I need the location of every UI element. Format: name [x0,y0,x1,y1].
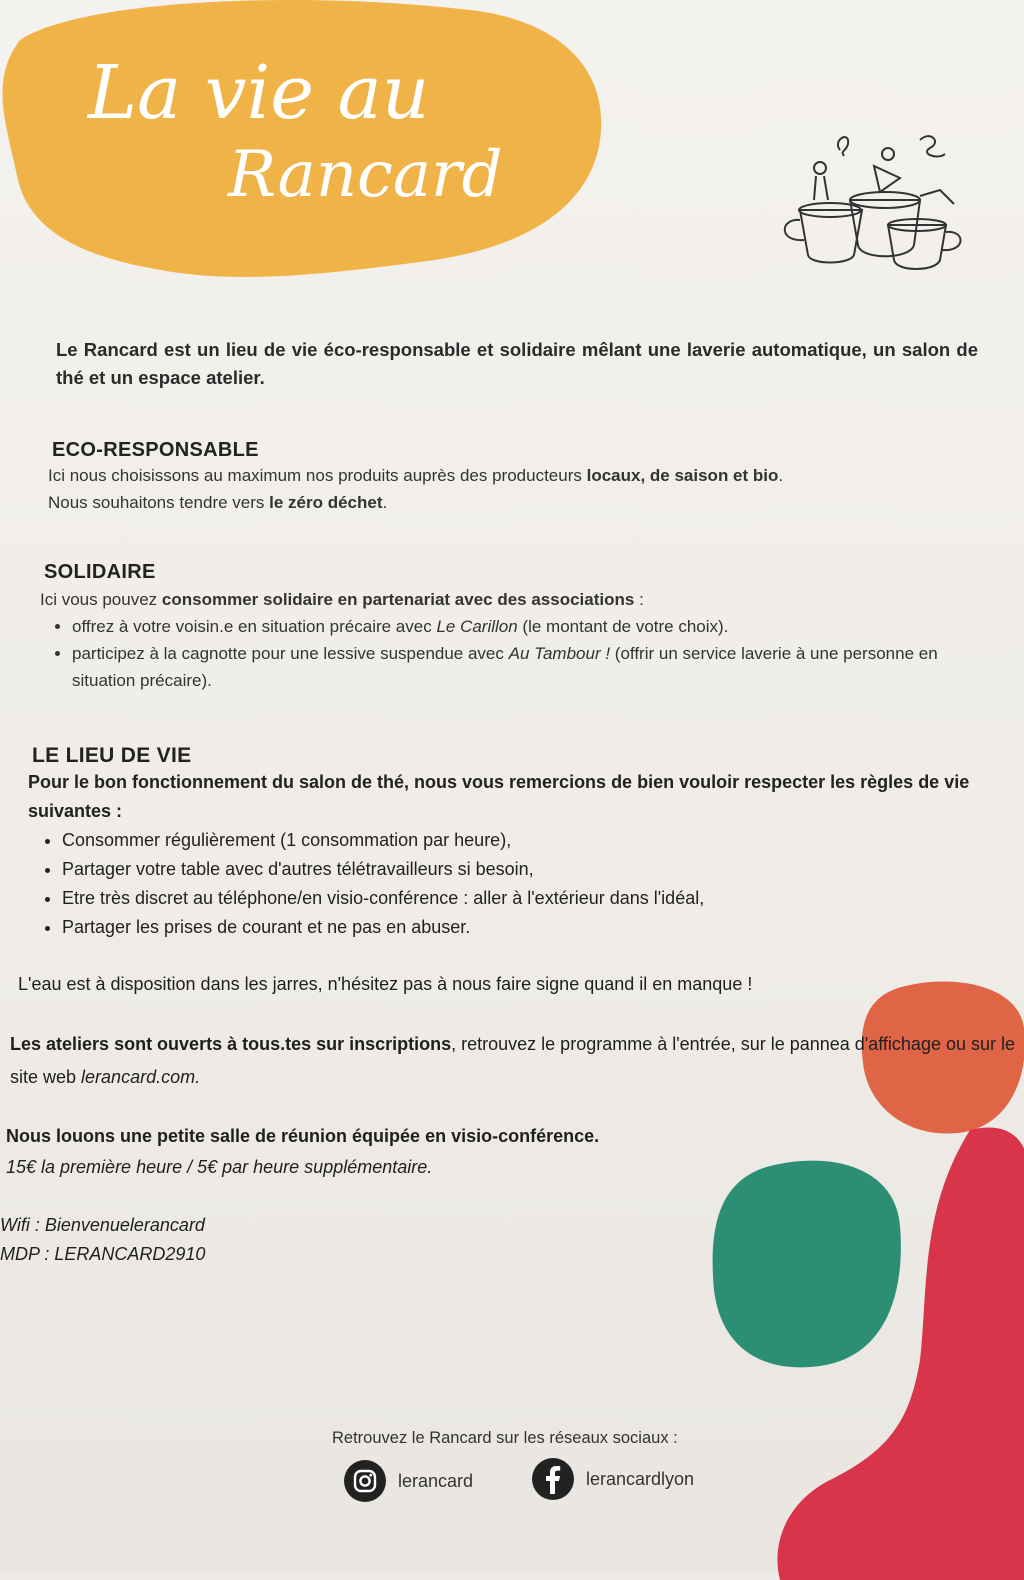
facebook-link[interactable] [532,1458,694,1500]
eco-line2-end: . [382,493,388,512]
item-text: participez à la cagnotte pour une lessive suspendue avec [72,644,509,663]
facebook-handle: lerancardlyon [586,1468,695,1489]
facebook-icon [532,1458,574,1500]
intro-paragraph: Le Rancard est un lieu de vie éco-responsable et solidaire mêlant une laverie automatique, un salon de thé et un espace atelier. [56,339,978,388]
website-link[interactable]: lerancard.com. [81,1067,201,1087]
instagram-handle: lerancard [398,1470,474,1491]
eco-body [48,462,948,516]
heading-solidaire: SOLIDAIRE [44,561,156,583]
title-line1: La vie au [88,50,430,136]
workshops-bold: Les ateliers sont ouverts à tous.tes sur inscriptions [10,1034,452,1054]
workshops-text: , retrouvez le programme à l'entrée, sur le pannea d'affichage ou sur le site web [10,1034,1016,1087]
eco-line-1 [48,462,948,489]
water-paragraph: L'eau est à disposition dans les jarres, n'hésitez pas à nous faire signe quand il en manque ! [18,974,753,994]
item-italic: Le Carillon [436,617,518,636]
rule-item: • Partager les prises de courant et ne pas en abuser. [62,913,1018,942]
item-italic: Au Tambour ! [508,644,611,663]
lieu-intro: Pour le bon fonctionnement du salon de thé, nous vous remercions de bien vouloir respecter les règles de vie suivantes : [28,772,970,821]
coffee-cups-illustration [770,120,970,280]
rule-item: • Etre très discret au téléphone/en visio-conférence : aller à l'extérieur dans l'idéal, [62,884,1018,913]
eco-line1-end: . [778,466,784,485]
item-text: offrez à votre voisin.e en situation précaire avec [72,617,437,636]
eco-line2-bold: le zéro déchet [269,493,383,512]
heading-lieu-de-vie: LE LIEU DE VIE [32,744,192,767]
solidaire-list [40,613,1005,694]
solidaire-intro-start: Ici vous pouvez [40,590,162,609]
lieu-body [28,768,1018,942]
item-text-end: (offrir un service laverie à une personne en situation précaire). [72,644,938,690]
red-blob [770,1120,1024,1580]
list-item [72,640,1005,694]
title-logo [0,0,620,300]
eco-line2-start: Nous souhaitons tendre vers [48,493,270,512]
instagram-icon [344,1460,386,1502]
solidaire-intro-bold: consommer solidaire en partenariat avec des associations [161,590,635,609]
solidaire-body [40,586,1005,694]
item-text-end: (le montant de votre choix). [517,617,729,636]
meeting-room-paragraph [6,1121,906,1183]
meeting-room-price: 15€ la première heure / 5€ par heure supplémentaire. [6,1157,433,1177]
rules-list [28,826,1018,942]
rule-item: • Consommer régulièrement (1 consommation par heure), [62,826,1018,855]
solidaire-intro-end: : [634,590,644,609]
workshops-paragraph [10,1028,1020,1094]
rule-item: • Partager votre table avec d'autres télétravailleurs si besoin, [62,855,1018,884]
instagram-link[interactable] [344,1460,473,1502]
eco-line-2 [48,489,948,516]
heading-eco-responsable: ECO-RESPONSABLE [52,439,259,461]
eco-line1-bold: locaux, de saison et bio [586,466,779,485]
title-line2: Rancard [228,138,503,212]
wifi-info [0,1211,400,1269]
wifi-password: MDP : LERANCARD2910 [0,1244,206,1264]
wifi-name: Wifi : Bienvenuelerancard [0,1215,205,1235]
eco-line1-start: Ici nous choisissons au maximum nos produits auprès des producteurs [48,466,587,485]
list-item [72,613,1005,640]
social-title: Retrouvez le Rancard sur les réseaux sociaux : [332,1429,678,1447]
solidaire-intro [40,586,1005,613]
meeting-room-bold: Nous louons une petite salle de réunion équipée en visio-conférence. [6,1126,600,1146]
